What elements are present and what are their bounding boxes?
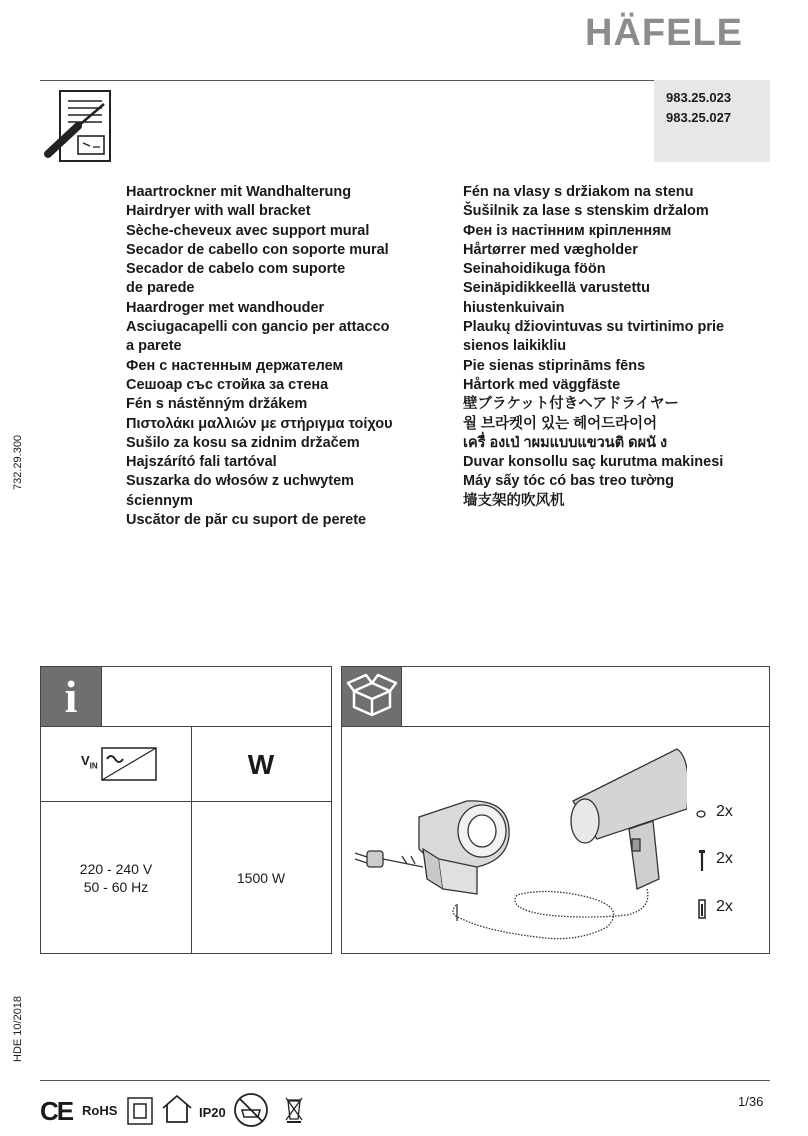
weee-bin-icon (284, 1095, 304, 1123)
title-line: Máy sấy tóc có bas treo tường (463, 473, 674, 490)
ac-voltage-icon (101, 747, 157, 781)
power-value: 1500 W (236, 870, 286, 886)
screw-icon (698, 849, 706, 873)
title-line: Seinäpidikkeellä varustettu (463, 280, 650, 297)
voltage-value: 220 - 240 V (79, 861, 153, 877)
titles-right-column (463, 183, 724, 511)
title-line: Uscător de păr cu suport de perete (126, 512, 367, 529)
cap-icon (694, 809, 708, 819)
dowel-icon (697, 898, 707, 920)
title-line: de parede (126, 280, 195, 297)
title-line: Plaukų džiovintuvas su tvirtinimo prie (463, 319, 725, 336)
title-line: Πιστολάκι μαλλιών με στήριγμα τοίχου (126, 415, 393, 432)
title-line: Сешоар със стойка за стена (126, 376, 329, 393)
title-line: Secador de cabelo com suporte (126, 261, 346, 278)
indoor-use-icon (160, 1094, 194, 1124)
no-bathtub-icon (233, 1092, 269, 1128)
contents-qty: 2x (716, 898, 733, 915)
footer-divider (40, 1080, 770, 1081)
ce-mark: CE (40, 1096, 73, 1126)
ip-rating: IP20 (199, 1105, 226, 1120)
title-line: Фен с настенным держателем (126, 357, 344, 374)
vin-label: $V_{IN}$ (81, 753, 98, 771)
brand-logo: HÄFELE (585, 12, 743, 54)
page-number: 1/36 (738, 1094, 764, 1109)
info-icon: i (41, 667, 101, 726)
title-line: 墙支架的吹风机 (463, 492, 565, 509)
article-number: 983.25.023 (666, 90, 732, 105)
frequency-value: 50 - 60 Hz (83, 879, 149, 895)
titles-left-column (126, 183, 393, 530)
title-line: ściennym (126, 492, 193, 509)
rohs-mark: RoHS (82, 1103, 118, 1118)
title-line: 壁ブラケット付きヘアドライヤー (463, 396, 679, 413)
title-line: Hårtørrer med vægholder (463, 241, 638, 258)
hairdryer-illustration (347, 729, 687, 949)
title-line: Fén na vlasy s držiakom na stenu (463, 184, 694, 200)
title-line: Seinahoidikuga föön (463, 261, 606, 278)
title-line: a parete (126, 338, 182, 355)
title-line: Suszarka do włosów z uchwytem (126, 473, 355, 490)
title-line: Sèche-cheveux avec support mural (126, 222, 370, 239)
title-line: Asciugacapelli con gancio per attacco (126, 319, 390, 336)
title-line: Haardroger met wandhouder (126, 299, 325, 316)
document-code: 732.29.300 (12, 434, 24, 490)
title-line: Fén s nástěnným držákem (126, 396, 308, 413)
title-line: Фен із настінним кріпленням (463, 222, 672, 239)
class-ii-icon (127, 1097, 153, 1125)
title-line: Secador de cabello con soporte mural (126, 241, 389, 258)
voltage-cell (41, 860, 191, 896)
article-number-box (654, 80, 770, 162)
title-line: Hårtork med väggfäste (463, 376, 621, 393)
contents-qty: 2x (716, 803, 733, 820)
title-line: Šušilnik za lase s stenskim držalom (463, 203, 709, 220)
article-number: 983.25.027 (666, 110, 732, 125)
title-line: Pie sienas stiprināms fēns (463, 357, 646, 374)
title-line: Duvar konsollu saç kurutma makinesi (463, 454, 724, 471)
title-line: Haartrockner mit Wandhalterung (126, 184, 352, 200)
package-contents-panel (341, 666, 770, 954)
contents-qty: 2x (716, 850, 733, 867)
title-line: Hairdryer with wall bracket (126, 203, 311, 220)
edition-label: HDE 10/2018 (12, 995, 24, 1062)
title-line: hiustenkuivain (463, 299, 565, 316)
box-icon (342, 667, 401, 726)
technical-data-panel (40, 666, 332, 954)
title-line: Sušilo za kosu sa zidnim držačem (126, 434, 360, 451)
title-line: sienos laikikliu (463, 338, 567, 355)
title-line: Hajszárító fali tartóval (126, 454, 277, 471)
title-line: เครื่ องเป่ าผมแบบแขวนติ ดผนั ง (463, 434, 668, 451)
power-header: W (247, 749, 275, 780)
manual-screwdriver-icon (38, 88, 114, 166)
title-line: 월 브라켓이 있는 헤어드라이어 (463, 415, 658, 432)
